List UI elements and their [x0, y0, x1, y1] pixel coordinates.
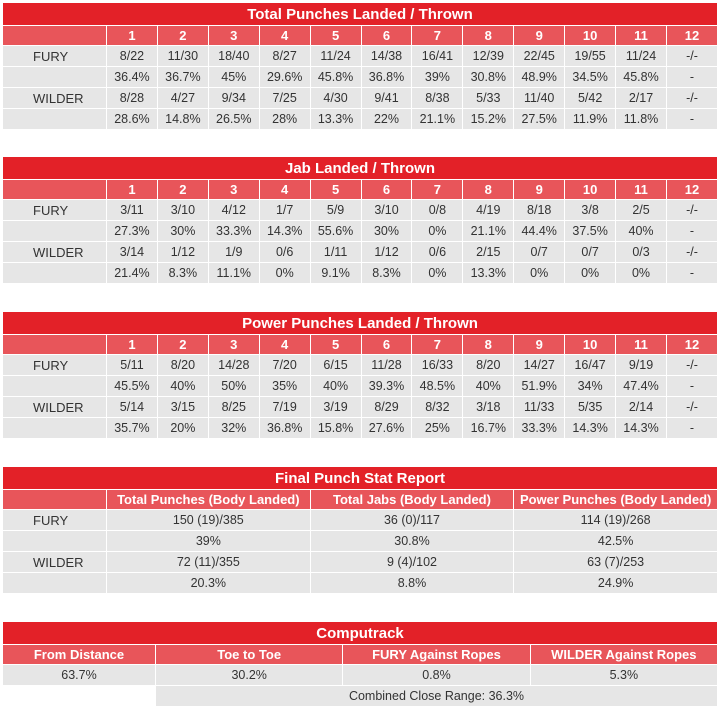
stat-cell: 1/12 [158, 242, 208, 262]
stat-cell: 0/7 [514, 242, 564, 262]
power-punches-table [2, 311, 718, 439]
stat-cell: 22/45 [514, 46, 564, 66]
pct-cell: 0% [412, 263, 462, 283]
fury-pct-row [3, 221, 717, 241]
stat-cell: 5/11 [107, 355, 157, 375]
pct-cell: 36.8% [362, 67, 412, 87]
stat-cell: 3/18 [463, 397, 513, 417]
round-header: 11 [616, 180, 666, 199]
stat-cell: 3/14 [107, 242, 157, 262]
stat-cell: 30.2% [156, 665, 342, 685]
stat-cell: 4/27 [158, 88, 208, 108]
pct-cell: - [667, 67, 717, 87]
pct-cell: 28.6% [107, 109, 157, 129]
wilder-pct-row [3, 263, 717, 283]
stat-cell: 5/35 [565, 397, 615, 417]
name-pad [3, 418, 106, 438]
name-pad [3, 376, 106, 396]
fury-final-pct-row [3, 531, 717, 551]
round-header: 7 [412, 180, 462, 199]
round-header: 5 [311, 180, 361, 199]
total-punches-title: Total Punches Landed / Thrown [3, 3, 717, 25]
pct-cell: 27.5% [514, 109, 564, 129]
pct-cell: 22% [362, 109, 412, 129]
stat-cell: 8/38 [412, 88, 462, 108]
stat-cell: 0/6 [260, 242, 310, 262]
pct-cell: 21.1% [463, 221, 513, 241]
pct-cell: - [667, 376, 717, 396]
pct-cell: 45.8% [311, 67, 361, 87]
stat-cell: 14/38 [362, 46, 412, 66]
combined-close-range: Combined Close Range: 36.3% [156, 686, 717, 706]
stat-cell: 7/20 [260, 355, 310, 375]
stat-cell: 8/27 [260, 46, 310, 66]
stat-cell: 7/19 [260, 397, 310, 417]
pct-cell: 36.8% [260, 418, 310, 438]
pct-cell: 21.4% [107, 263, 157, 283]
name-pad [3, 573, 106, 593]
wilder-final-row [3, 552, 717, 572]
pct-cell: 0% [260, 263, 310, 283]
pct-cell: 16.7% [463, 418, 513, 438]
round-header: 10 [565, 335, 615, 354]
round-header: 2 [158, 180, 208, 199]
round-header: 4 [260, 180, 310, 199]
round-header: 2 [158, 335, 208, 354]
pct-cell: 11.9% [565, 109, 615, 129]
round-header: 1 [107, 180, 157, 199]
stat-cell: 6/15 [311, 355, 361, 375]
fighter-name: WILDER [3, 552, 106, 572]
pct-cell: 21.1% [412, 109, 462, 129]
column-header: Toe to Toe [156, 645, 342, 664]
final-header-row [3, 490, 717, 509]
computrack-title: Computrack [3, 622, 717, 644]
round-header: 9 [514, 180, 564, 199]
stat-cell: 5/14 [107, 397, 157, 417]
round-header: 3 [209, 180, 259, 199]
pct-cell: 44.4% [514, 221, 564, 241]
stat-cell: 1/7 [260, 200, 310, 220]
round-header: 3 [209, 26, 259, 45]
stat-cell: 8/32 [412, 397, 462, 417]
pct-cell: 42.5% [514, 531, 717, 551]
stat-cell: 150 (19)/385 [107, 510, 310, 530]
stat-cell: -/- [667, 46, 717, 66]
pct-cell: 50% [209, 376, 259, 396]
computrack-combined-row [3, 686, 717, 706]
stat-cell: 16/41 [412, 46, 462, 66]
stat-cell: 8/25 [209, 397, 259, 417]
stat-cell: 16/47 [565, 355, 615, 375]
stat-cell: 9/41 [362, 88, 412, 108]
pct-cell: 45% [209, 67, 259, 87]
stat-cell: 12/39 [463, 46, 513, 66]
column-header: Total Punches (Body Landed) [107, 490, 310, 509]
fighter-name: WILDER [3, 88, 106, 108]
fury-landed-row [3, 46, 717, 66]
pct-cell: - [667, 263, 717, 283]
round-header-row [3, 335, 717, 354]
stat-cell: -/- [667, 88, 717, 108]
stat-cell: 11/28 [362, 355, 412, 375]
stat-cell: -/- [667, 242, 717, 262]
wilder-final-pct-row [3, 573, 717, 593]
stat-cell: 63.7% [3, 665, 155, 685]
pct-cell: 36.7% [158, 67, 208, 87]
stat-cell: 2/5 [616, 200, 666, 220]
pct-cell: 40% [158, 376, 208, 396]
round-header: 11 [616, 335, 666, 354]
stat-cell: 0.8% [343, 665, 529, 685]
fury-landed-row [3, 200, 717, 220]
round-header: 12 [667, 335, 717, 354]
pct-cell: 26.5% [209, 109, 259, 129]
stat-cell: 3/19 [311, 397, 361, 417]
computrack-values-row [3, 665, 717, 685]
pct-cell: 30% [362, 221, 412, 241]
power-punches-title: Power Punches Landed / Thrown [3, 312, 717, 334]
round-header: 10 [565, 180, 615, 199]
pct-cell: 40% [616, 221, 666, 241]
stat-cell: 8/22 [107, 46, 157, 66]
pct-cell: 35.7% [107, 418, 157, 438]
fury-landed-row [3, 355, 717, 375]
pct-cell: 48.9% [514, 67, 564, 87]
round-header: 9 [514, 26, 564, 45]
stat-cell: 18/40 [209, 46, 259, 66]
pct-cell: 39% [107, 531, 310, 551]
stat-cell: 11/33 [514, 397, 564, 417]
computrack-table [2, 621, 718, 707]
stat-cell: 2/17 [616, 88, 666, 108]
pct-cell: 11.1% [209, 263, 259, 283]
round-header: 5 [311, 335, 361, 354]
fighter-name: WILDER [3, 242, 106, 262]
stat-cell: 5/33 [463, 88, 513, 108]
jab-title: Jab Landed / Thrown [3, 157, 717, 179]
stat-cell: 1/12 [362, 242, 412, 262]
round-header: 7 [412, 335, 462, 354]
round-header-row [3, 26, 717, 45]
pct-cell: 0% [412, 221, 462, 241]
pct-cell: 34% [565, 376, 615, 396]
stat-cell: 3/15 [158, 397, 208, 417]
pct-cell: - [667, 221, 717, 241]
pct-cell: 0% [616, 263, 666, 283]
stat-cell: 8/29 [362, 397, 412, 417]
pct-cell: 24.9% [514, 573, 717, 593]
stat-cell: 114 (19)/268 [514, 510, 717, 530]
round-header: 10 [565, 26, 615, 45]
stat-cell: 9 (4)/102 [311, 552, 514, 572]
pct-cell: 8.8% [311, 573, 514, 593]
pct-cell: 51.9% [514, 376, 564, 396]
name-pad [3, 67, 106, 87]
stat-cell: 8/18 [514, 200, 564, 220]
pct-cell: 13.3% [463, 263, 513, 283]
round-header: 1 [107, 26, 157, 45]
stat-cell: 8/28 [107, 88, 157, 108]
pct-cell: 27.3% [107, 221, 157, 241]
column-header: Power Punches (Body Landed) [514, 490, 717, 509]
final-report-table [2, 466, 718, 594]
stat-cell: 9/19 [616, 355, 666, 375]
stat-cell: 3/10 [362, 200, 412, 220]
stat-cell: 3/10 [158, 200, 208, 220]
stat-cell: 14/28 [209, 355, 259, 375]
pct-cell: 39.3% [362, 376, 412, 396]
round-header: 8 [463, 180, 513, 199]
pct-cell: - [667, 109, 717, 129]
pct-cell: 39% [412, 67, 462, 87]
pct-cell: 0% [565, 263, 615, 283]
pct-cell: 30.8% [463, 67, 513, 87]
fury-final-row [3, 510, 717, 530]
stat-cell: 63 (7)/253 [514, 552, 717, 572]
total-punches-table [2, 2, 718, 130]
header-blank [3, 490, 106, 509]
round-header: 8 [463, 26, 513, 45]
wilder-landed-row [3, 397, 717, 417]
round-header: 8 [463, 335, 513, 354]
pct-cell: 34.5% [565, 67, 615, 87]
name-pad [3, 531, 106, 551]
jab-table [2, 156, 718, 284]
pct-cell: 30.8% [311, 531, 514, 551]
pct-cell: 36.4% [107, 67, 157, 87]
header-blank [3, 335, 106, 354]
fighter-name: FURY [3, 200, 106, 220]
fury-pct-row [3, 67, 717, 87]
stat-cell: 8/20 [463, 355, 513, 375]
pct-cell: 33.3% [514, 418, 564, 438]
name-pad [3, 221, 106, 241]
pct-cell: 45.8% [616, 67, 666, 87]
stat-cell: 11/30 [158, 46, 208, 66]
stat-cell: 2/15 [463, 242, 513, 262]
fighter-name: FURY [3, 46, 106, 66]
pct-cell: 15.8% [311, 418, 361, 438]
stat-cell: 5.3% [531, 665, 717, 685]
fury-pct-row [3, 376, 717, 396]
pct-cell: 40% [311, 376, 361, 396]
stat-cell: 11/24 [311, 46, 361, 66]
round-header: 6 [362, 26, 412, 45]
pct-cell: 27.6% [362, 418, 412, 438]
pct-cell: 20.3% [107, 573, 310, 593]
round-header: 5 [311, 26, 361, 45]
computrack-header-row [3, 645, 717, 664]
pct-cell: 48.5% [412, 376, 462, 396]
stat-cell: 16/33 [412, 355, 462, 375]
final-report-title: Final Punch Stat Report [3, 467, 717, 489]
header-blank [3, 180, 106, 199]
final-report-section [2, 466, 718, 594]
column-header: Total Jabs (Body Landed) [311, 490, 514, 509]
pct-cell: 8.3% [362, 263, 412, 283]
blank-cell [3, 686, 155, 706]
stat-cell: 1/11 [311, 242, 361, 262]
round-header: 1 [107, 335, 157, 354]
round-header: 12 [667, 26, 717, 45]
pct-cell: 0% [514, 263, 564, 283]
pct-cell: 30% [158, 221, 208, 241]
stat-cell: -/- [667, 355, 717, 375]
stat-cell: 2/14 [616, 397, 666, 417]
fighter-name: FURY [3, 510, 106, 530]
pct-cell: 8.3% [158, 263, 208, 283]
stat-cell: 0/8 [412, 200, 462, 220]
stat-cell: 11/40 [514, 88, 564, 108]
stat-cell: 5/9 [311, 200, 361, 220]
pct-cell: 35% [260, 376, 310, 396]
pct-cell: 14.3% [260, 221, 310, 241]
wilder-landed-row [3, 88, 717, 108]
column-header: From Distance [3, 645, 155, 664]
round-header: 3 [209, 335, 259, 354]
pct-cell: 40% [463, 376, 513, 396]
stat-cell: -/- [667, 397, 717, 417]
round-header: 6 [362, 180, 412, 199]
stat-cell: 9/34 [209, 88, 259, 108]
jab-section [2, 156, 718, 284]
pct-cell: 33.3% [209, 221, 259, 241]
total-punches-section [2, 2, 718, 130]
name-pad [3, 263, 106, 283]
column-header: FURY Against Ropes [343, 645, 529, 664]
stat-cell: 36 (0)/117 [311, 510, 514, 530]
pct-cell: 13.3% [311, 109, 361, 129]
wilder-pct-row [3, 418, 717, 438]
pct-cell: 45.5% [107, 376, 157, 396]
stat-cell: 5/42 [565, 88, 615, 108]
stat-cell: 0/7 [565, 242, 615, 262]
stat-cell: 3/8 [565, 200, 615, 220]
pct-cell: 32% [209, 418, 259, 438]
stat-cell: 7/25 [260, 88, 310, 108]
stat-cell: 14/27 [514, 355, 564, 375]
power-punches-section [2, 311, 718, 439]
wilder-landed-row [3, 242, 717, 262]
pct-cell: 14.3% [616, 418, 666, 438]
stat-cell: 11/24 [616, 46, 666, 66]
round-header: 12 [667, 180, 717, 199]
stat-cell: 8/20 [158, 355, 208, 375]
pct-cell: 14.8% [158, 109, 208, 129]
pct-cell: 11.8% [616, 109, 666, 129]
round-header: 11 [616, 26, 666, 45]
round-header-row [3, 180, 717, 199]
stat-cell: 1/9 [209, 242, 259, 262]
pct-cell: 20% [158, 418, 208, 438]
stat-cell: 72 (11)/355 [107, 552, 310, 572]
pct-cell: 55.6% [311, 221, 361, 241]
pct-cell: 29.6% [260, 67, 310, 87]
round-header: 9 [514, 335, 564, 354]
fighter-name: WILDER [3, 397, 106, 417]
pct-cell: 9.1% [311, 263, 361, 283]
stat-cell: 4/19 [463, 200, 513, 220]
round-header: 4 [260, 335, 310, 354]
pct-cell: 37.5% [565, 221, 615, 241]
wilder-pct-row [3, 109, 717, 129]
stat-cell: -/- [667, 200, 717, 220]
pct-cell: 28% [260, 109, 310, 129]
stat-cell: 4/30 [311, 88, 361, 108]
pct-cell: 47.4% [616, 376, 666, 396]
stat-cell: 3/11 [107, 200, 157, 220]
pct-cell: 15.2% [463, 109, 513, 129]
stat-cell: 0/3 [616, 242, 666, 262]
pct-cell: - [667, 418, 717, 438]
round-header: 7 [412, 26, 462, 45]
pct-cell: 14.3% [565, 418, 615, 438]
fighter-name: FURY [3, 355, 106, 375]
header-blank [3, 26, 106, 45]
name-pad [3, 109, 106, 129]
round-header: 4 [260, 26, 310, 45]
stat-cell: 19/55 [565, 46, 615, 66]
computrack-section [2, 621, 718, 707]
stat-cell: 0/6 [412, 242, 462, 262]
stat-cell: 4/12 [209, 200, 259, 220]
round-header: 6 [362, 335, 412, 354]
round-header: 2 [158, 26, 208, 45]
pct-cell: 25% [412, 418, 462, 438]
column-header: WILDER Against Ropes [531, 645, 717, 664]
